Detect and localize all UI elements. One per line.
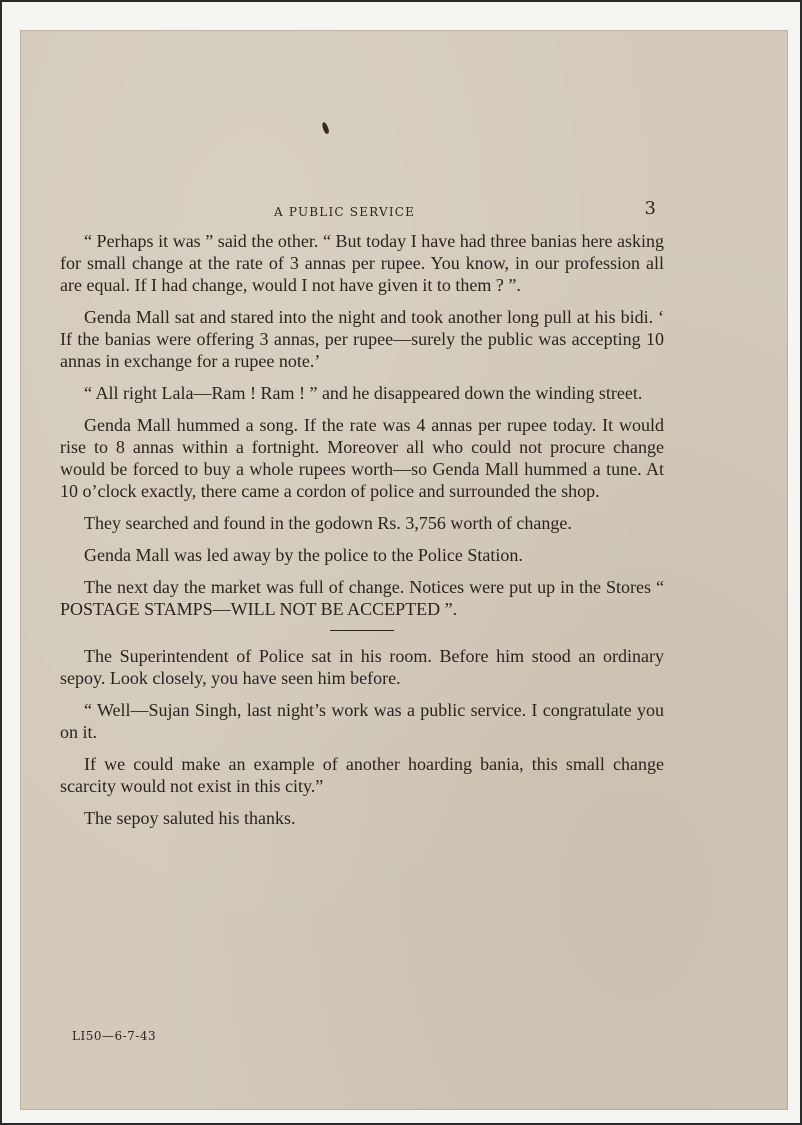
paragraph: The Superintendent of Police sat in his room. Before him stood an ordinary sepoy. Look closely, you have seen him before. [60, 646, 664, 688]
paragraph: “ Well—Sujan Singh, last night’s work was a public service. I congratulate you on it. [60, 700, 664, 742]
paragraph: “ Perhaps it was ” said the other. “ But today I have had three banias here asking for small change at the rate of 3 annas per rupee. You know, in our profession all are equal. If I had change, would I not have given it to them ? ”. [60, 231, 664, 295]
page-header [60, 198, 660, 222]
paragraph: The sepoy saluted his thanks. [84, 808, 296, 828]
paragraph: Genda Mall sat and stared into the night and took another long pull at his bidi. ‘ If the banias were offering 3 annas, per rupee—surely the public was accepting 10 annas in exchange for a rupee note.’ [60, 307, 664, 371]
paragraph: Genda Mall was led away by the police to the Police Station. [84, 545, 523, 565]
paragraph: Genda Mall hummed a song. If the rate was 4 annas per rupee today. It would rise to 8 annas within a fortnight. Moreover all who could not procure change would be forced to buy a whole rupees worth—so Genda Mall hummed a tune. At 10 o’clock exactly, there came a cordon of police and surrounded the shop. [60, 415, 664, 501]
paragraph: The next day the market was full of change. Notices were put up in the Stores “ POSTAGE STAMPS—WILL NOT BE ACCEPTED ”. [60, 577, 664, 619]
paragraph: “ All right Lala—Ram ! Ram ! ” and he disappeared down the winding street. [84, 383, 643, 403]
print-code: LI50—6-7-43 [72, 1029, 157, 1043]
story-body [60, 230, 664, 839]
paragraph: They searched and found in the godown Rs. 3,756 worth of change. [84, 513, 572, 533]
paragraph: If we could make an example of another hoarding bania, this small change scarcity would not exist in this city.” [60, 754, 664, 796]
page-number: 3 [644, 198, 656, 219]
page-title: A PUBLIC SERVICE [274, 205, 416, 219]
section-divider [330, 630, 394, 631]
